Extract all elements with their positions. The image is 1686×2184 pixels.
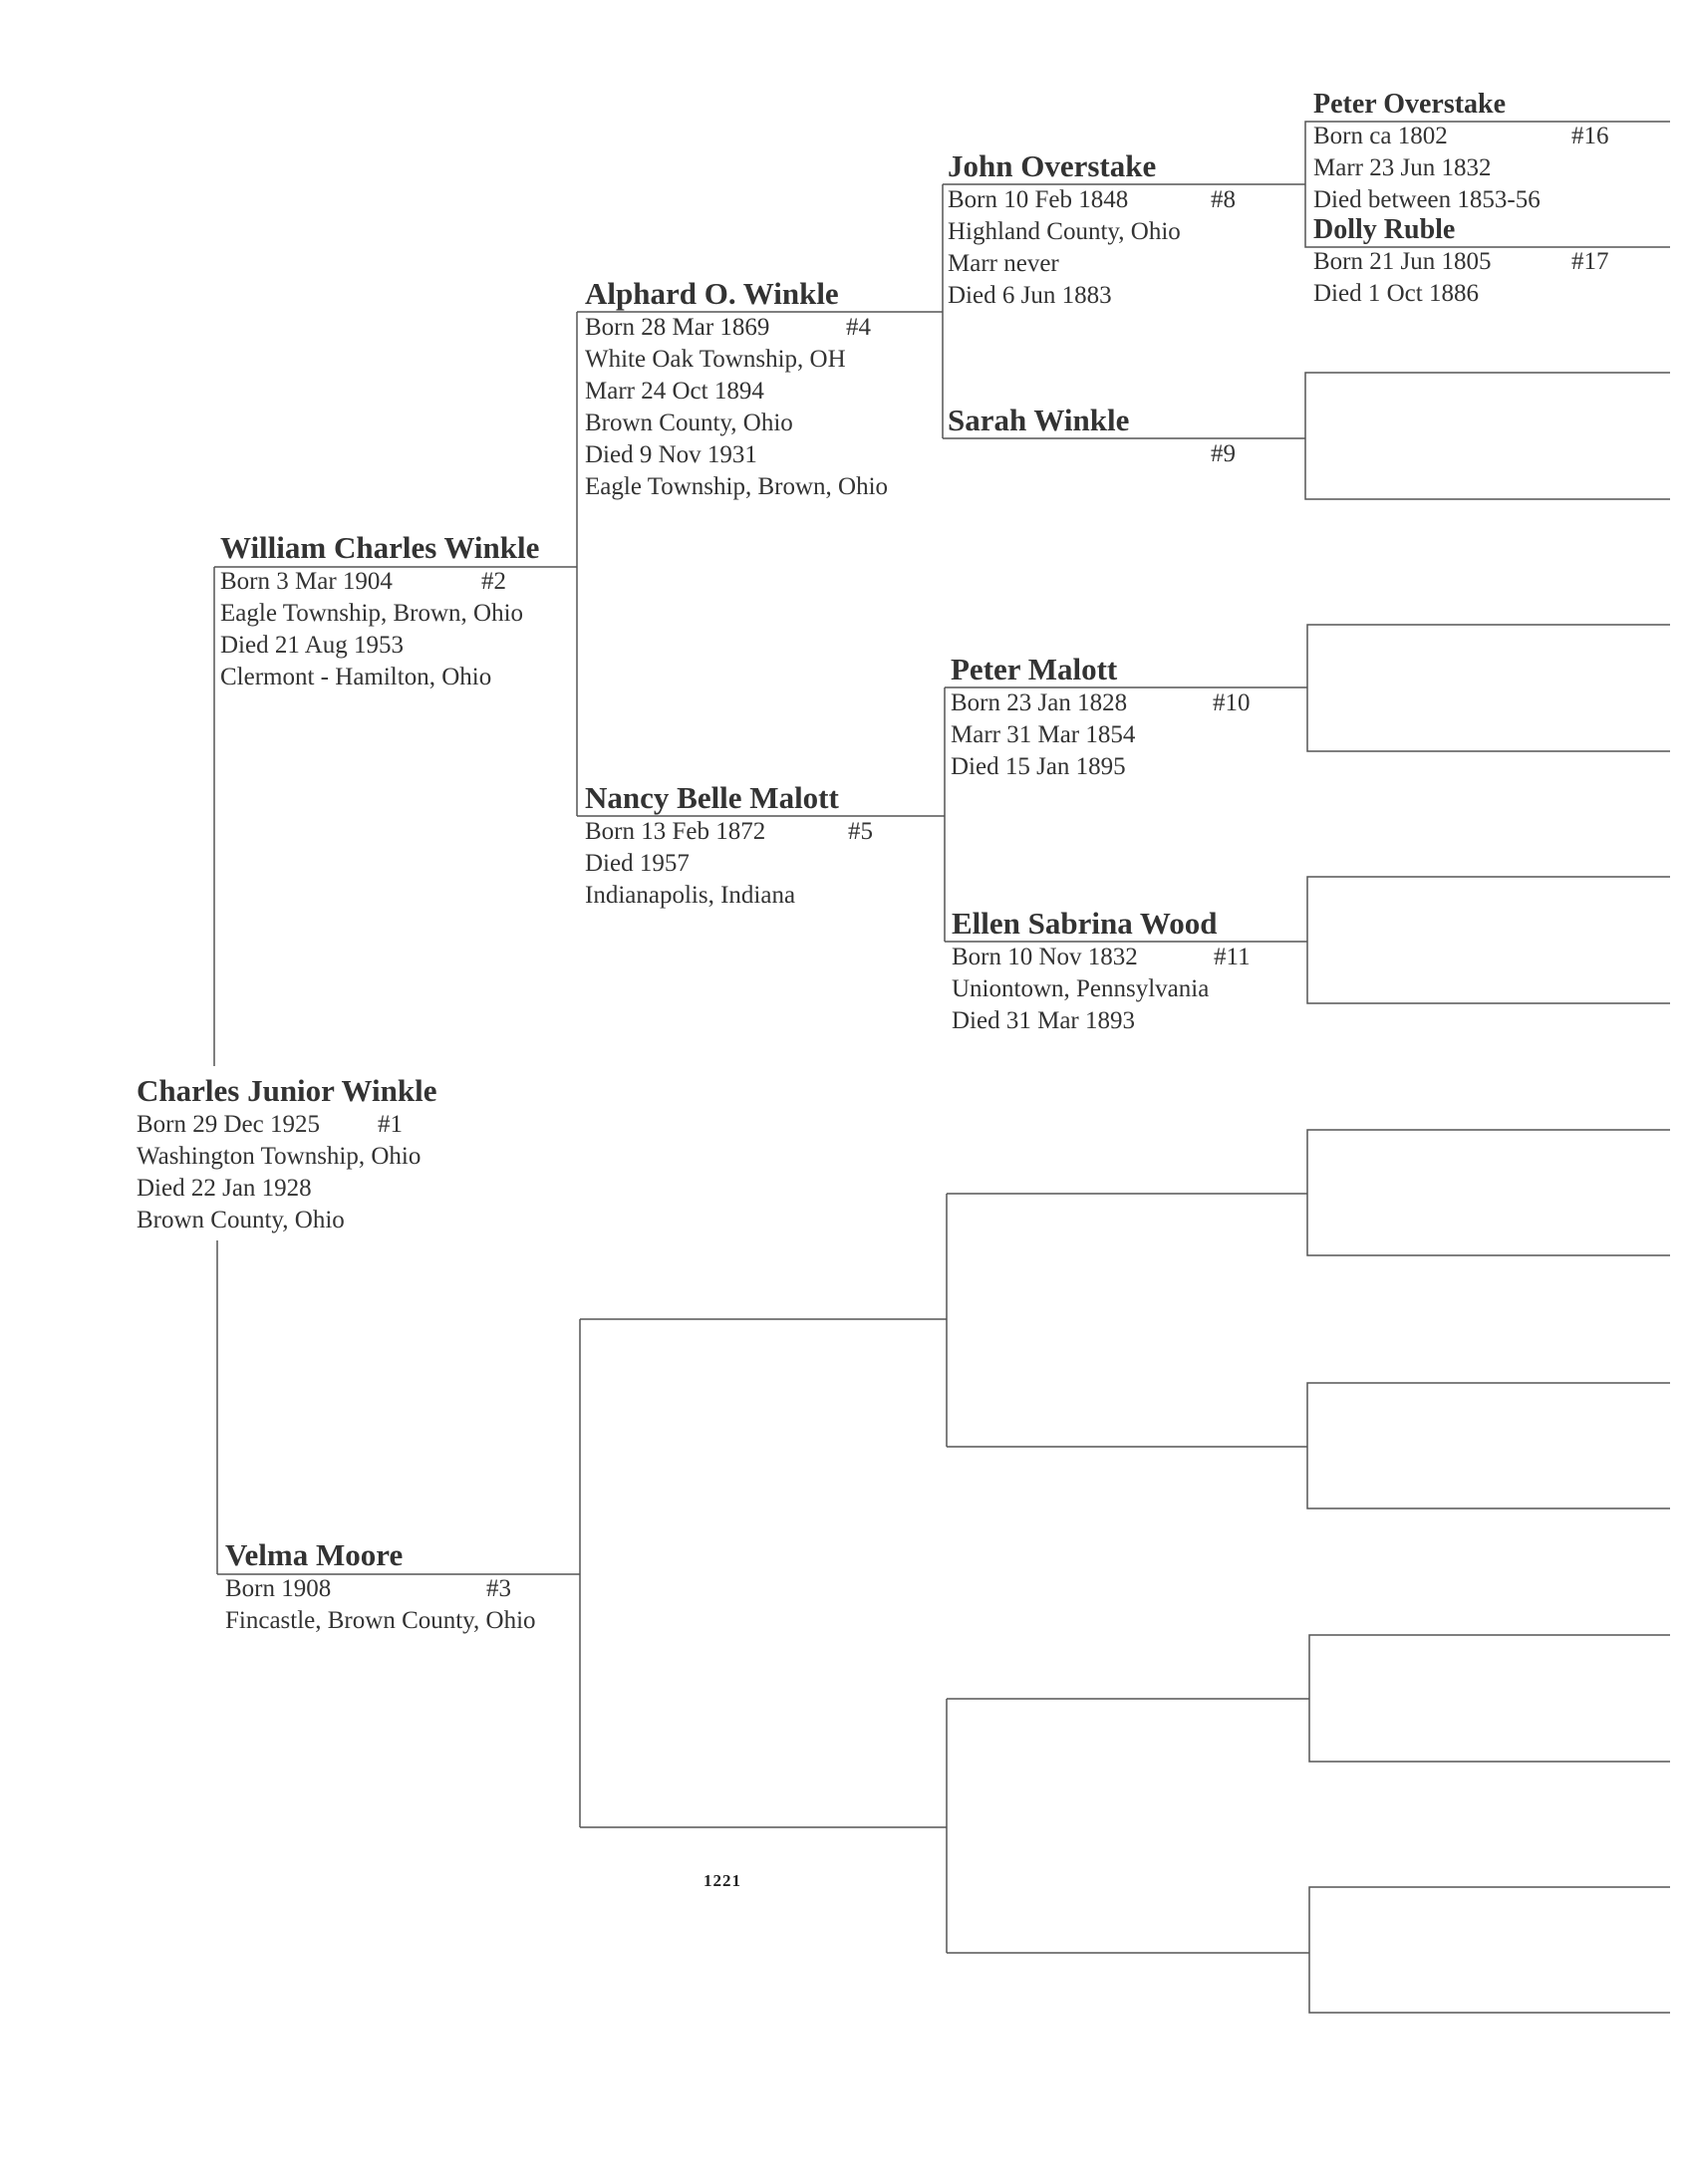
person-detail: Died between 1853-56 [1313, 186, 1541, 213]
person-detail: Brown County, Ohio [137, 1207, 345, 1233]
person-detail: Born 21 Jun 1805 #17 [1313, 246, 1491, 278]
person-detail: Died 15 Jan 1895 [951, 753, 1126, 780]
person-name: Dolly Ruble [1313, 214, 1456, 245]
person-detail: Died 1 Oct 1886 [1313, 280, 1479, 307]
person-detail: Born 3 Mar 1904 #2 [220, 566, 539, 598]
person-detail: Fincastle, Brown County, Ohio [225, 1607, 536, 1634]
person-detail: Born ca 1802 #16 [1313, 121, 1541, 152]
person-9-sarah-winkle [948, 403, 1236, 470]
person-detail: Marr never [948, 250, 1059, 277]
person-name: William Charles Winkle [220, 530, 540, 565]
person-detail: Born 1908 #3 [225, 1573, 536, 1605]
person-16-peter-overstake [1313, 89, 1609, 216]
person-detail: Died 22 Jan 1928 [137, 1175, 312, 1202]
person-3-velma-moore [225, 1537, 536, 1637]
bracket-28-29 [1309, 1635, 1670, 1762]
person-number: #16 [1571, 123, 1609, 149]
person-detail: Eagle Township, Brown, Ohio [585, 473, 889, 500]
person-detail: Died 9 Nov 1931 [585, 441, 757, 468]
person-8-john-overstake [948, 148, 1236, 312]
person-4-alphard-o-winkle [585, 276, 888, 503]
page-number: 1221 [703, 1871, 741, 1890]
person-detail: Born 29 Dec 1925 #1 [137, 1109, 436, 1141]
person-number: #9 [1211, 440, 1236, 467]
person-detail: White Oak Township, OH [585, 346, 846, 373]
person-detail: Uniontown, Pennsylvania [952, 975, 1210, 1002]
person-name: Ellen Sabrina Wood [952, 906, 1218, 941]
person-detail: Born 13 Feb 1872 #5 [585, 816, 839, 848]
person-detail: Highland County, Ohio [948, 218, 1181, 245]
person-detail: Died 6 Jun 1883 [948, 282, 1112, 309]
person-detail: Marr 31 Mar 1854 [951, 721, 1136, 748]
person-detail: Died 21 Aug 1953 [220, 632, 405, 659]
person-number: #11 [1214, 944, 1251, 970]
person-detail: Indianapolis, Indiana [585, 882, 796, 909]
person-name: Alphard O. Winkle [585, 276, 839, 311]
person-number: #17 [1571, 248, 1609, 275]
person-detail: Born 10 Feb 1848 #8 [948, 184, 1181, 216]
person-name: Sarah Winkle [948, 403, 1130, 437]
person-detail: Clermont - Hamilton, Ohio [220, 664, 492, 690]
person-detail: Eagle Township, Brown, Ohio [220, 600, 524, 627]
bracket-18-19 [1305, 373, 1670, 499]
bracket-26-27 [1307, 1383, 1670, 1508]
person-detail: Died 1957 [585, 850, 690, 877]
person-number: #8 [1211, 186, 1236, 213]
person-name: Peter Overstake [1313, 89, 1507, 120]
person-detail: Marr 24 Oct 1894 [585, 378, 764, 405]
person-number: #3 [486, 1575, 511, 1602]
person-detail: Died 31 Mar 1893 [952, 1007, 1135, 1034]
person-number: #10 [1213, 689, 1251, 716]
person-10-peter-malott [951, 652, 1251, 783]
person-name: John Overstake [948, 148, 1157, 183]
person-name: Nancy Belle Malott [585, 780, 839, 815]
person-number: #5 [848, 818, 873, 845]
bracket-20-21 [1307, 625, 1670, 751]
person-detail: Washington Township, Ohio [137, 1143, 422, 1170]
bracket-30-31 [1309, 1887, 1670, 2013]
person-detail: Born 23 Jan 1828 #10 [951, 687, 1135, 719]
person-number: #4 [846, 314, 871, 341]
person-17-dolly-ruble [1313, 214, 1609, 310]
person-11-ellen-sabrina-wood [952, 906, 1251, 1037]
person-detail: Marr 23 Jun 1832 [1313, 154, 1492, 181]
person-number: #1 [378, 1111, 403, 1138]
person-1-charles-junior-winkle [137, 1073, 436, 1236]
person-number: #2 [481, 568, 506, 595]
person-name: Velma Moore [225, 1537, 404, 1572]
person-name: Charles Junior Winkle [137, 1073, 437, 1108]
person-detail: Brown County, Ohio [585, 410, 793, 436]
person-2-william-charles-winkle [220, 530, 539, 693]
person-detail: Born 28 Mar 1869 #4 [585, 312, 888, 344]
person-5-nancy-belle-malott [585, 780, 873, 912]
person-name: Peter Malott [951, 652, 1118, 686]
bracket-22-23 [1307, 877, 1670, 1003]
person-detail [948, 438, 1236, 470]
bracket-24-25 [1307, 1130, 1670, 1255]
person-detail: Born 10 Nov 1832 #11 [952, 942, 1217, 973]
